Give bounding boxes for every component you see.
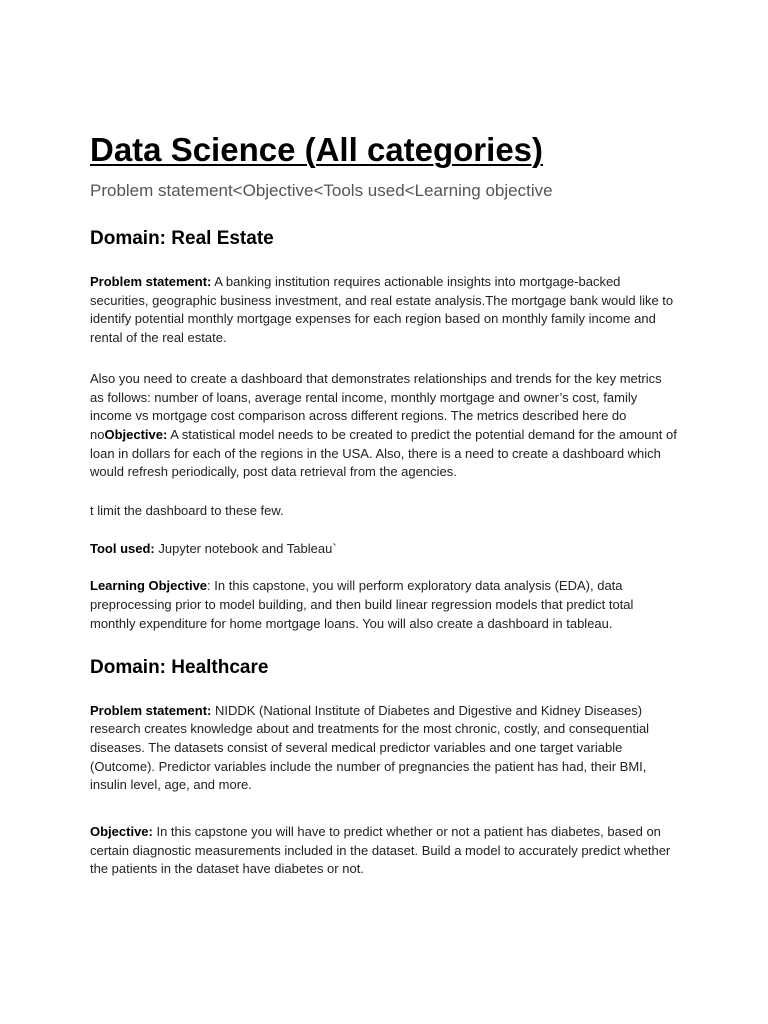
learning-objective-label: Learning Objective (90, 578, 208, 594)
problem-statement-label: Problem statement: (90, 274, 212, 289)
tool-used-text: Jupyter notebook and Tableau` (154, 540, 337, 556)
objective-label: Objective: (90, 824, 153, 840)
learning-objective-text: : In this capstone, you will perform exploratory data analysis (EDA), data preprocessing prior to model building, and then build linear regression models that predict total monthly expenditure for home mortgage loans. You will also create a dashboard in tableau. (90, 578, 634, 631)
objective-label: Objective: (104, 426, 168, 442)
document-subtitle: Problem statement<Objective<Tools used<Learning objective (90, 181, 553, 200)
healthcare-problem-statement (90, 702, 678, 796)
problem-statement-text: NIDDK (National Institute of Diabetes and Digestive and Kidney Diseases) research creates knowledge about and treatments for the most chronic, costly, and consequential diseases. The datasets consist of several medical predictor variables and one target variable (Outcome). Predictor variables include the number of pregnancies the patient has had, their BMI, insulin level, age, and more. (90, 702, 650, 793)
real-estate-learning-objective (90, 577, 678, 633)
objective-text: In this capstone you will have to predict whether or not a patient has diabetes, based on certain diagnostic measurements included in the dataset. Build a model to accurately predict whether the patients in the dataset have diabetes or not. (90, 824, 671, 877)
real-estate-problem-statement (90, 273, 678, 348)
real-estate-dashboard-continuation: t limit the dashboard to these few. (90, 503, 284, 519)
tool-used-label: Tool used: (90, 540, 155, 556)
problem-statement-text: A banking institution requires actionable insights into mortgage-backed securities, geographic business investment, and real estate analysis.The mortgage bank would like to identify potential monthly mortgage expenses for each region based on monthly family income and rental of the real estate. (90, 274, 674, 346)
document-title: Data Science (All categories) (90, 131, 544, 168)
dashboard-text: Also you need to create a dashboard that demonstrates relationships and trends for the key metrics as follows: number of loans, average rental income, monthly mortgage and owner’s cost, family income vs mortgage cost comparison across different regions. The metrics described here do no (90, 370, 662, 442)
objective-text: A statistical model needs to be created to predict the potential demand for the amount of loan in dollars for each of the regions in the USA. Also, there is a need to create a dashboard which would refresh periodically, post data retrieval from the agencies. (90, 426, 677, 480)
document-page (90, 128, 678, 879)
domain-heading-real-estate: Domain: Real Estate (90, 228, 274, 249)
domain-heading-healthcare: Domain: Healthcare (90, 656, 269, 678)
real-estate-dashboard-objective (90, 370, 678, 482)
real-estate-tool-used (90, 540, 678, 559)
problem-statement-label: Problem statement: (90, 702, 212, 718)
healthcare-objective (90, 823, 678, 879)
